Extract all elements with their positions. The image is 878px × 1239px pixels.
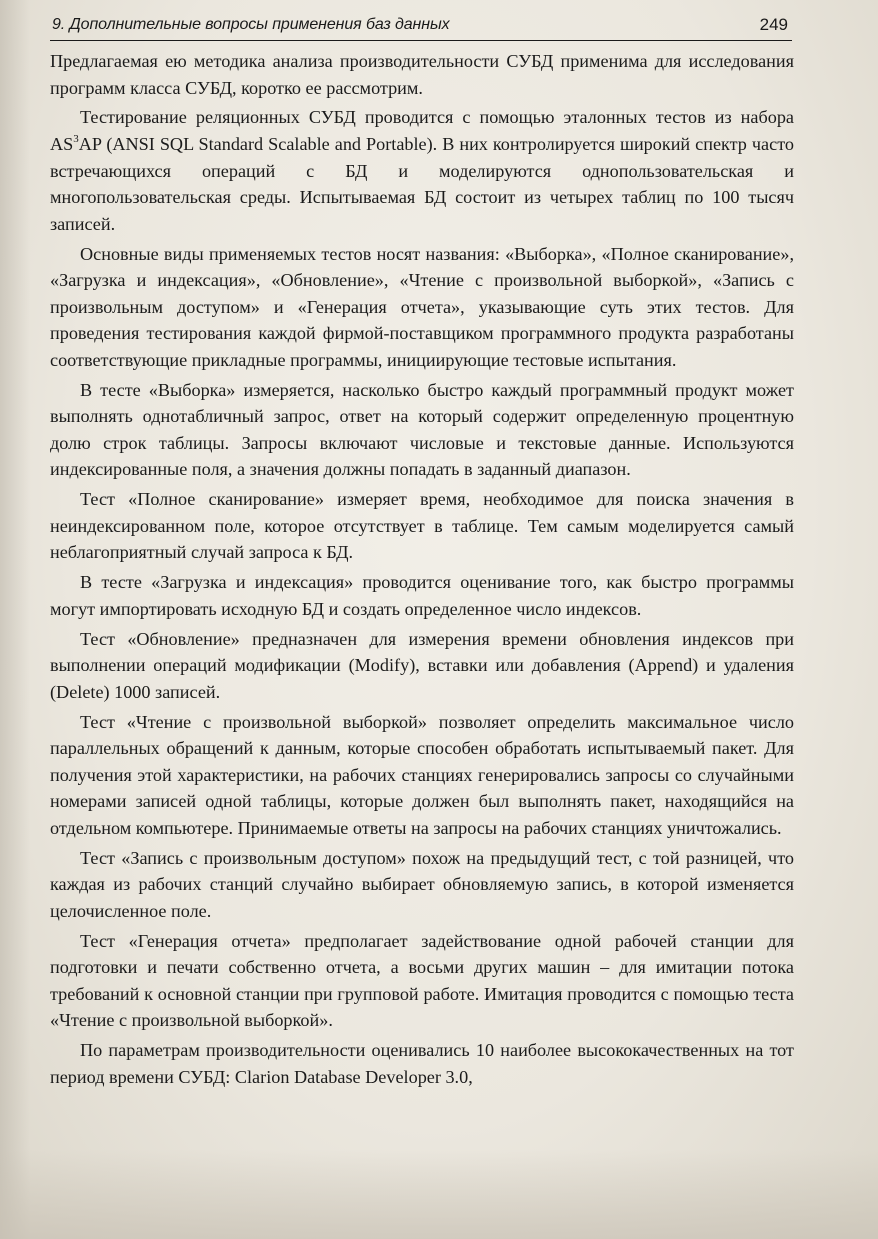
running-header <box>50 14 792 41</box>
paragraph: В тесте «Выборка» измеряется, насколько быстро каждый программный продукт может выполнять однотабличный запрос, ответ на который содержит определенную процентную долю строк таблицы. Запросы включают числовые и текстовые данные. Используются индексированные поля, а значения должны попадать в заданный диапазон. <box>50 379 794 480</box>
running-title: 9. Дополнительные вопросы применения баз данных <box>52 16 450 33</box>
paragraph: Тест «Чтение с произвольной выборкой» позволяет определить максимальное число параллельных обращений к данным, которые способен обработать испытываемый пакет. Для получения этой характеристики, на рабочих станциях генерировались запросы со случайными номерами записей одной таблицы, которые должен был выполнять пакет, находящийся на отдельном компьютере. Принимаемые ответы на запросы на рабочих станциях уничтожались. <box>50 711 794 838</box>
paragraph: Тест «Полное сканирование» измеряет время, необходимое для поиска значения в неиндексированном поле, которое отсутствует в таблице. Тем самым моделируется самый неблагоприятный случай запроса к БД. <box>50 489 794 563</box>
paragraph: Тест «Обновление» предназначен для измерения времени обновления индексов при выполнении операций модификации (Modify), вставки или добавления (Append) и удаления (Delete) 1000 записей. <box>50 628 794 702</box>
paragraph: В тесте «Загрузка и индексация» проводится оценивание того, как быстро программы могут импортировать исходную БД и создать определенное число индексов. <box>50 572 794 619</box>
paragraph-text: Тестирование реляционных СУБД проводится с помощью эталонных тестов из набора AS <box>50 107 794 154</box>
body-text <box>50 48 794 1094</box>
superscript: 3 <box>73 132 79 145</box>
paragraph: По параметрам производительности оценивались 10 наиболее высококачественных на тот период времени СУБД: Clarion Database Developer 3.0, <box>50 1040 794 1087</box>
paragraph <box>50 104 794 237</box>
paragraph: Тест «Запись с произвольным доступом» похож на предыдущий тест, с той разницей, что каждая из рабочих станций случайно выбирает обновляемую запись, в которой изменяется целочисленное поле. <box>50 847 794 921</box>
paragraph: Основные виды применяемых тестов носят названия: «Выборка», «Полное сканирование», «Загрузка и индексация», «Обновление», «Чтение с произвольной выборкой», «Запись с произвольным доступом» и «Генерация отчета», указывающие суть этих тестов. Для проведения тестирования каждой фирмой-поставщиком программного продукта разработаны соответствующие прикладные программы, инициирующие тестовые испытания. <box>50 243 794 370</box>
paragraph: Тест «Генерация отчета» предполагает задействование одной рабочей станции для подготовки и печати собственно отчета, а восьми других машин – для имитации потока требований к основной станции при групповой работе. Имитация проводится с помощью теста «Чтение с произвольной выборкой». <box>50 930 794 1031</box>
paragraph-text: AP (ANSI SQL Standard Scalable and Portable). В них контролируется широкий спектр часто встречающихся операций с БД и моделируются однопользовательская и многопользовательская среды. Испытываемая БД состоит из четырех таблиц по 100 тысяч записей. <box>50 133 794 234</box>
page-number: 249 <box>759 15 788 34</box>
page-edge-shadow <box>0 0 30 1239</box>
page-bottom-shadow <box>0 1149 878 1239</box>
paragraph: Предлагаемая ею методика анализа производительности СУБД применима для исследования программ класса СУБД, коротко ее рассмотрим. <box>50 51 794 98</box>
